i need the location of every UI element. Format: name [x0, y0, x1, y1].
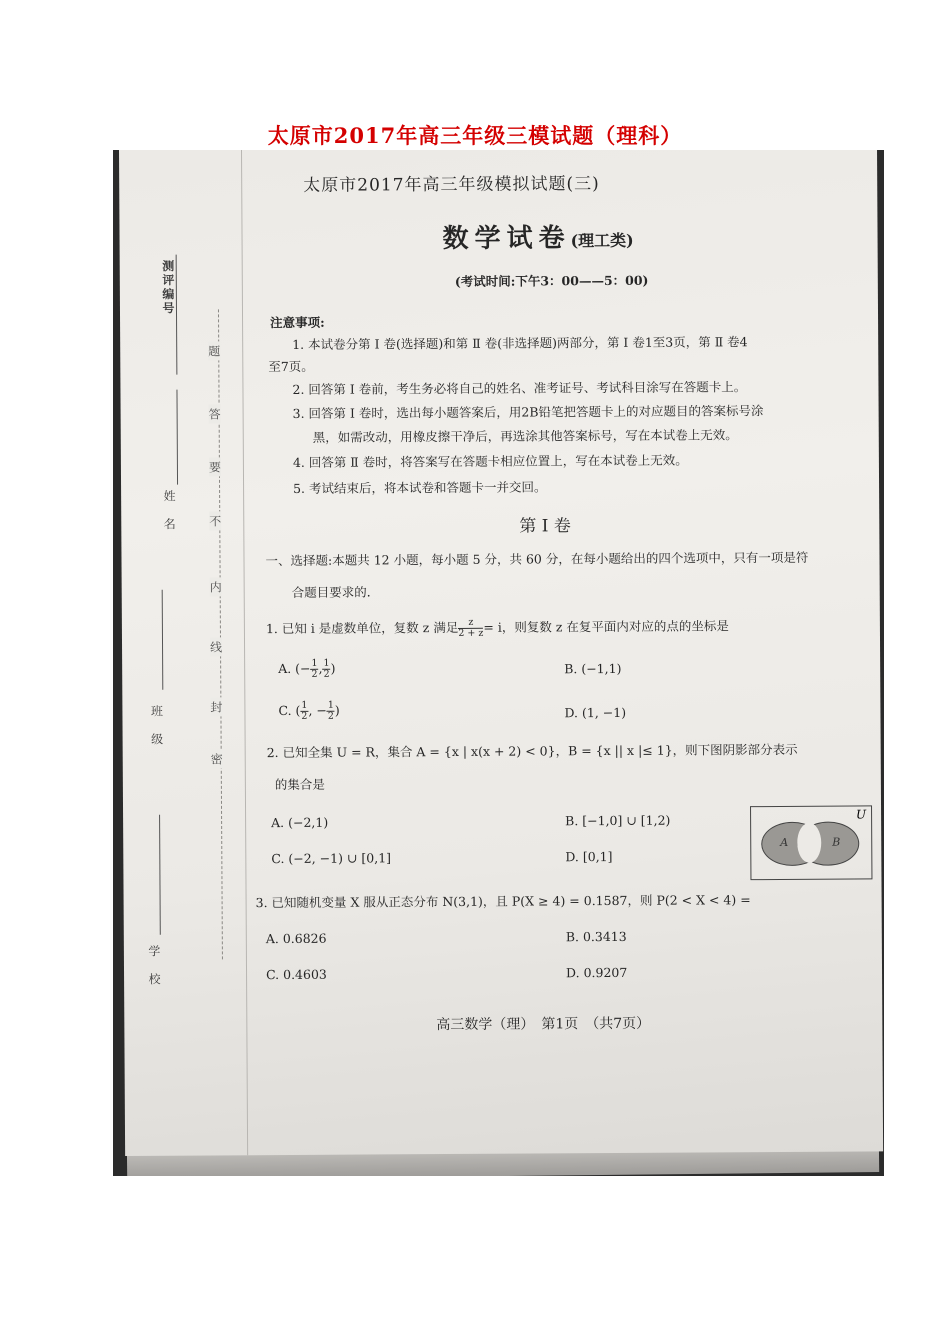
frac-den: 2 + z — [458, 627, 484, 639]
opt-text: ) — [334, 702, 340, 718]
part-title: 第 Ⅰ 卷 — [519, 516, 571, 537]
school-label: 学 校 — [146, 944, 162, 987]
opt-text: C. ( — [278, 702, 301, 719]
q2-option-c: C. (−2, −1) ∪ [0,1] — [271, 850, 392, 867]
notice-item: 5. 考试结束后，将本试卷和答题卡一并交回。 — [293, 479, 547, 496]
exam-time: (考试时间:下午3：00——5：00) — [454, 272, 649, 289]
frac-den: 2 — [327, 710, 334, 722]
question-2-stem: 2. 已知全集 U = R，集合 A = {x | x(x + 2) < 0}，B = {x || x |≤ 1}，则下图阴影部分表示 — [266, 741, 798, 761]
subject-name: 数学试卷 — [442, 223, 571, 255]
opt-text: ) — [330, 660, 336, 676]
exam-photo — [113, 150, 884, 1176]
binding-char: 线 — [210, 637, 222, 656]
opt-frac — [300, 701, 308, 722]
venn-diagram — [750, 805, 872, 880]
frac-den: 2 — [323, 668, 330, 680]
venn-b-label: B — [832, 835, 841, 849]
question-3-stem: 3. 已知随机变量 X 服从正态分布 N(3,1)，且 P(X ≥ 4) = 0.1587，则 P(2 < X < 4) = — [255, 892, 751, 911]
opt-text: , — [318, 660, 323, 676]
exam-header: 太原市2017年高三年级模拟试题(三) — [303, 174, 600, 196]
q2-option-d: D. [0,1] — [565, 848, 613, 865]
binding-char: 答 — [209, 404, 221, 423]
venn-universe-label: U — [855, 807, 867, 822]
q1-stem-part: 1. 已知 i 是虚数单位，复数 z 满足 — [265, 619, 459, 637]
question-2-stem-cont: 的集合是 — [274, 776, 325, 793]
q3-option-b: B. 0.3413 — [565, 928, 627, 945]
q2-option-a: A. (−2,1) — [271, 814, 329, 831]
binding-char: 封 — [210, 697, 222, 716]
q3-option-c: C. 0.4603 — [265, 966, 327, 983]
q2-option-b: B. [−1,0] ∪ [1,2) — [565, 812, 671, 829]
notice-item: 至7页。 — [268, 358, 314, 375]
q1-stem-part: = i，则复数 z 在复平面内对应的点的坐标是 — [483, 618, 729, 635]
q1-fraction — [458, 618, 483, 639]
binding-char: 题 — [208, 341, 220, 360]
section-heading-cont: 合题目要求的． — [291, 584, 380, 600]
q3-option-d: D. 0.9207 — [565, 964, 628, 981]
binding-char: 要 — [209, 457, 221, 476]
opt-text: , − — [308, 702, 327, 718]
section-heading: 一、选择题:本题共 12 小题，每小题 5 分，共 60 分，在每小题给出的四个选项中，只有一项是符 — [265, 549, 809, 569]
frac-num: 1 — [323, 657, 330, 669]
q3-option-a: A. 0.6826 — [265, 930, 327, 947]
frac-num: 1 — [301, 699, 308, 711]
exam-sheet — [119, 150, 883, 1156]
frac-num: 1 — [311, 657, 318, 669]
q1-option-b: B. (−1,1) — [564, 660, 622, 677]
exam-number-label: 测评编号 — [160, 259, 176, 316]
question-1-stem — [266, 616, 729, 640]
frac-den: 2 — [311, 668, 318, 680]
page-footer: 高三数学（理） 第1页 （共7页） — [436, 1015, 651, 1034]
q1-option-a — [278, 659, 335, 680]
subject-type: (理工类) — [570, 230, 634, 251]
binding-char: 内 — [210, 577, 222, 596]
notice-item: 黑，如需改动，用橡皮擦干净后，再选涂其他答案标号，写在本试卷上无效。 — [312, 427, 738, 445]
notice-item: 2. 回答第 Ⅰ 卷前，考生务必将自己的姓名、准考证号、考试科目涂写在答题卡上。 — [292, 379, 747, 397]
notice-item: 1. 本试卷分第 Ⅰ 卷(选择题)和第 Ⅱ 卷(非选择题)两部分，第 Ⅰ 卷1至3页，第 Ⅱ 卷4 — [292, 334, 748, 352]
notice-title: 注意事项: — [270, 314, 325, 331]
page-title: 太原市2017年高三年级三模试题（理科） — [267, 123, 683, 148]
frac-num: z — [458, 618, 483, 629]
class-label: 班 级 — [149, 704, 164, 747]
opt-text: A. (− — [278, 660, 311, 677]
binding-char: 不 — [209, 511, 221, 530]
q1-option-d: D. (1, −1) — [564, 704, 627, 721]
frac-den: 2 — [301, 710, 308, 722]
name-label: 姓 名 — [162, 489, 177, 532]
binding-char: 密 — [211, 749, 223, 768]
q1-option-c — [278, 701, 339, 722]
frac-num: 1 — [327, 699, 334, 711]
venn-a-label: A — [780, 835, 789, 849]
venn-intersection — [797, 823, 821, 863]
notice-item: 3. 回答第 Ⅰ 卷时，选出每小题答案后，用2B铅笔把答题卡上的对应题目的答案标号涂 — [292, 403, 764, 421]
notice-item: 4. 回答第 Ⅱ 卷时，将答案写在答题卡相应位置上，写在本试卷上无效。 — [292, 452, 688, 470]
binding-strip — [119, 150, 248, 1156]
subject-title — [442, 217, 633, 255]
